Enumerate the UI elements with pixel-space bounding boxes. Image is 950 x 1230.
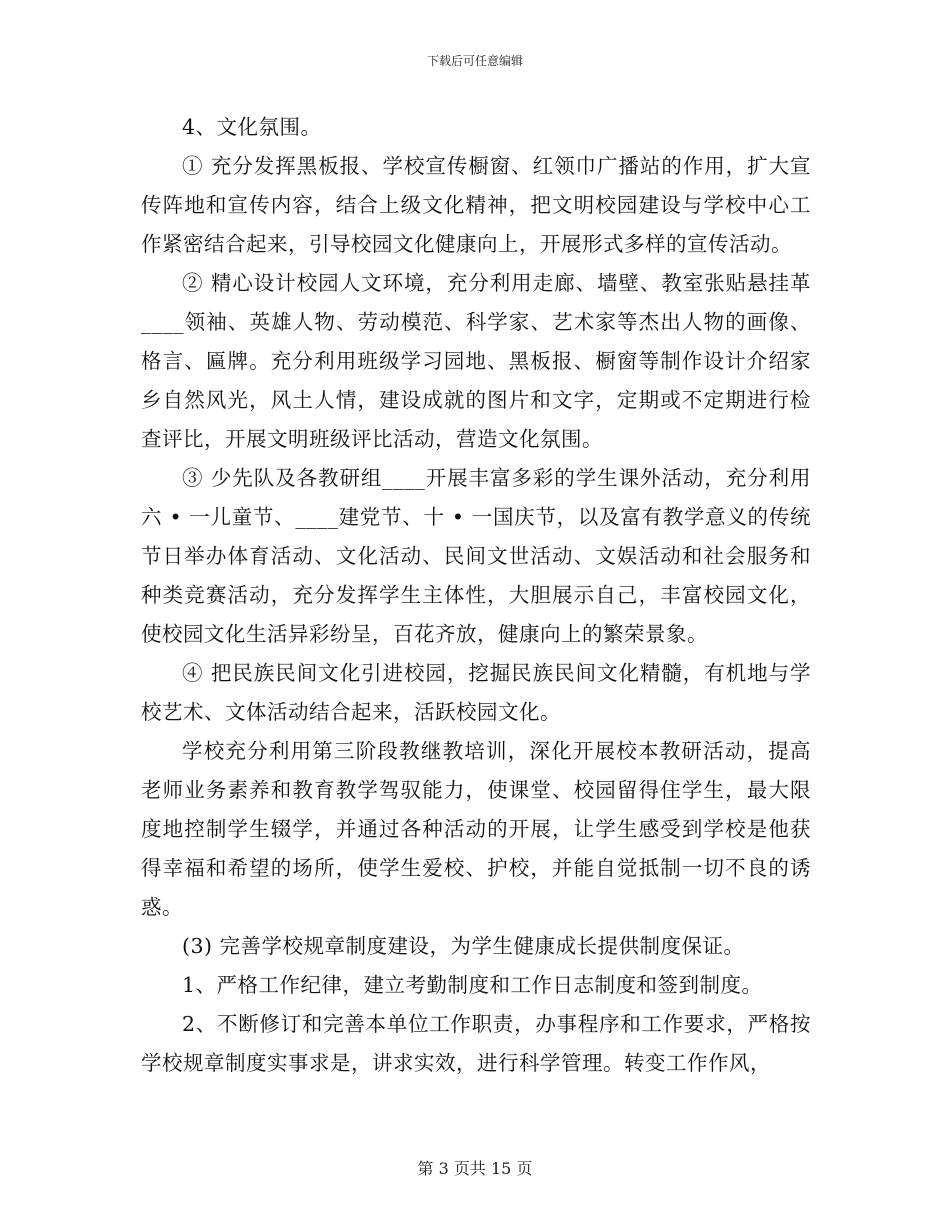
- paragraph-rule-2: 2、不断修订和完善本单位工作职责，办事程序和工作要求，严格按学校规章制度实事求是，讲求实效，进行科学管理。转变工作作风，: [141, 1012, 811, 1075]
- paragraph-training: 学校充分利用第三阶段教继教培训，深化开展校本教研活动，提高老师业务素养和教育教学驾驭能力，使课堂、校园留得住学生，最大限度地控制学生辍学，并通过各种活动的开展，让学生感受到学校是他获得幸福和希望的场所，使学生爱校、护校，并能自觉抵制一切不良的诱惑。: [141, 739, 811, 919]
- paragraph-item-4: ④ 把民族民间文化引进校园，挖掘民族民间文化精髓，有机地与学校艺术、文体活动结合起来，活跃校园文化。: [141, 661, 811, 724]
- page-header-note: 下载后可任意编辑: [426, 54, 523, 68]
- paragraph-section-3-heading: (3) 完善学校规章制度建设，为学生健康成长提供制度保证。: [182, 934, 745, 958]
- document-body: [141, 108, 811, 1098]
- paragraph-item-2: ② 精心设计校园人文环境，充分利用走廊、墙壁、教室张贴悬挂革____领袖、英雄人物、劳动模范、科学家、艺术家等杰出人物的画像、格言、匾牌。充分利用班级学习园地、黑板报、橱窗等制作设计介绍家乡自然风光，风土人情，建设成就的图片和文字，定期或不定期进行检查评比，开展文明班级评比活动，营造文化氛围。: [141, 271, 811, 451]
- paragraph-item-1: ① 充分发挥黑板报、学校宣传橱窗、红领巾广播站的作用，扩大宣传阵地和宣传内容，结合上级文化精神，把文明校园建设与学校中心工作紧密结合起来，引导校园文化健康向上，开展形式多样的宣传活动。: [141, 154, 811, 256]
- paragraph-item-3: ③ 少先队及各教研组____开展丰富多彩的学生课外活动，充分利用六 • 一儿童节、____建党节、十 • 一国庆节，以及富有教学意义的传统节日举办体育活动、文化活动、民间文世活动、文娱活动和社会服务和种类竞赛活动，充分发挥学生主体性，大胆展示自己，丰富校园文化，使校园文化生活异彩纷呈，百花齐放，健康向上的繁荣景象。: [141, 466, 811, 646]
- paragraph-rule-1: 1、严格工作纪律，建立考勤制度和工作日志制度和签到制度。: [182, 973, 763, 997]
- page-number-footer: 第 3 页共 15 页: [417, 1159, 533, 1178]
- paragraph-heading-culture: 4、文化氛围。: [182, 115, 322, 139]
